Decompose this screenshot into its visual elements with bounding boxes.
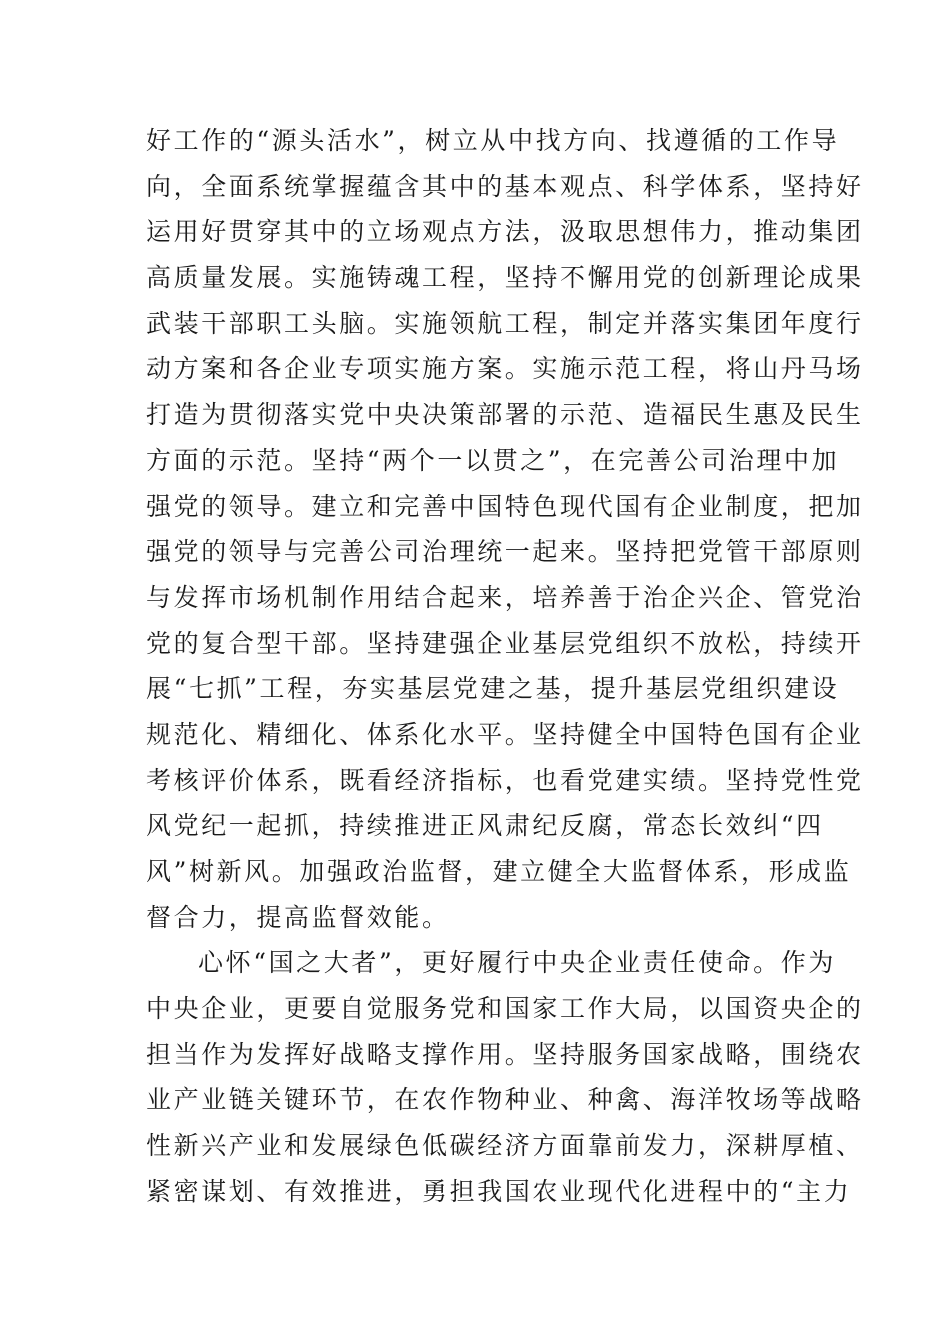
text-line: 紧密谋划、有效推进，勇担我国农业现代化进程中的“主力 bbox=[146, 1176, 852, 1206]
text-line: 党的复合型干部。坚持建强企业基层党组织不放松，持续开 bbox=[146, 628, 864, 658]
text-line: 考核评价体系，既看经济指标，也看党建实绩。坚持党性党 bbox=[146, 765, 864, 795]
paragraph-1 bbox=[146, 118, 864, 940]
text-line: 动方案和各企业专项实施方案。实施示范工程，将山丹马场 bbox=[146, 354, 864, 384]
text-line: 风党纪一起抓，持续推进正风肃纪反腐，常态长效纠“四 bbox=[146, 811, 824, 841]
text-line: 督合力，提高监督效能。 bbox=[146, 902, 450, 932]
text-line: 打造为贯彻落实党中央决策部署的示范、造福民生惠及民生 bbox=[146, 400, 864, 430]
text-line: 高质量发展。实施铸魂工程，坚持不懈用党的创新理论成果 bbox=[146, 263, 864, 293]
text-line: 方面的示范。坚持“两个一以贯之”，在完善公司治理中加 bbox=[146, 445, 840, 475]
text-line: 中央企业，更要自觉服务党和国家工作大局，以国资央企的 bbox=[146, 994, 864, 1024]
text-line: 强党的领导。建立和完善中国特色现代国有企业制度，把加 bbox=[146, 491, 864, 521]
text-line: 业产业链关键环节，在农作物种业、种禽、海洋牧场等战略 bbox=[146, 1085, 864, 1115]
body-text bbox=[146, 118, 864, 1215]
text-line: 心怀“国之大者”，更好履行中央企业责任使命。作为 bbox=[198, 948, 836, 978]
text-line: 与发挥市场机制作用结合起来，培养善于治企兴企、管党治 bbox=[146, 582, 864, 612]
text-line: 强党的领导与完善公司治理统一起来。坚持把党管干部原则 bbox=[146, 537, 864, 567]
text-line: 武装干部职工头脑。实施领航工程，制定并落实集团年度行 bbox=[146, 308, 864, 338]
text-line: 展“七抓”工程，夯实基层党建之基，提升基层党组织建设 bbox=[146, 674, 840, 704]
text-line: 风”树新风。加强政治监督，建立健全大监督体系，形成监 bbox=[146, 857, 852, 886]
paragraph-2 bbox=[146, 940, 864, 1214]
text-line: 好工作的“源头活水”，树立从中找方向、找遵循的工作导 bbox=[146, 126, 840, 155]
text-line: 担当作为发挥好战略支撑作用。坚持服务国家战略，围绕农 bbox=[146, 1039, 864, 1069]
text-line: 向，全面系统掌握蕴含其中的基本观点、科学体系，坚持好 bbox=[146, 171, 864, 201]
text-line: 规范化、精细化、体系化水平。坚持健全中国特色国有企业 bbox=[146, 719, 864, 749]
text-line: 性新兴产业和发展绿色低碳经济方面靠前发力，深耕厚植、 bbox=[146, 1131, 864, 1161]
text-line: 运用好贯穿其中的立场观点方法，汲取思想伟力，推动集团 bbox=[146, 217, 864, 247]
